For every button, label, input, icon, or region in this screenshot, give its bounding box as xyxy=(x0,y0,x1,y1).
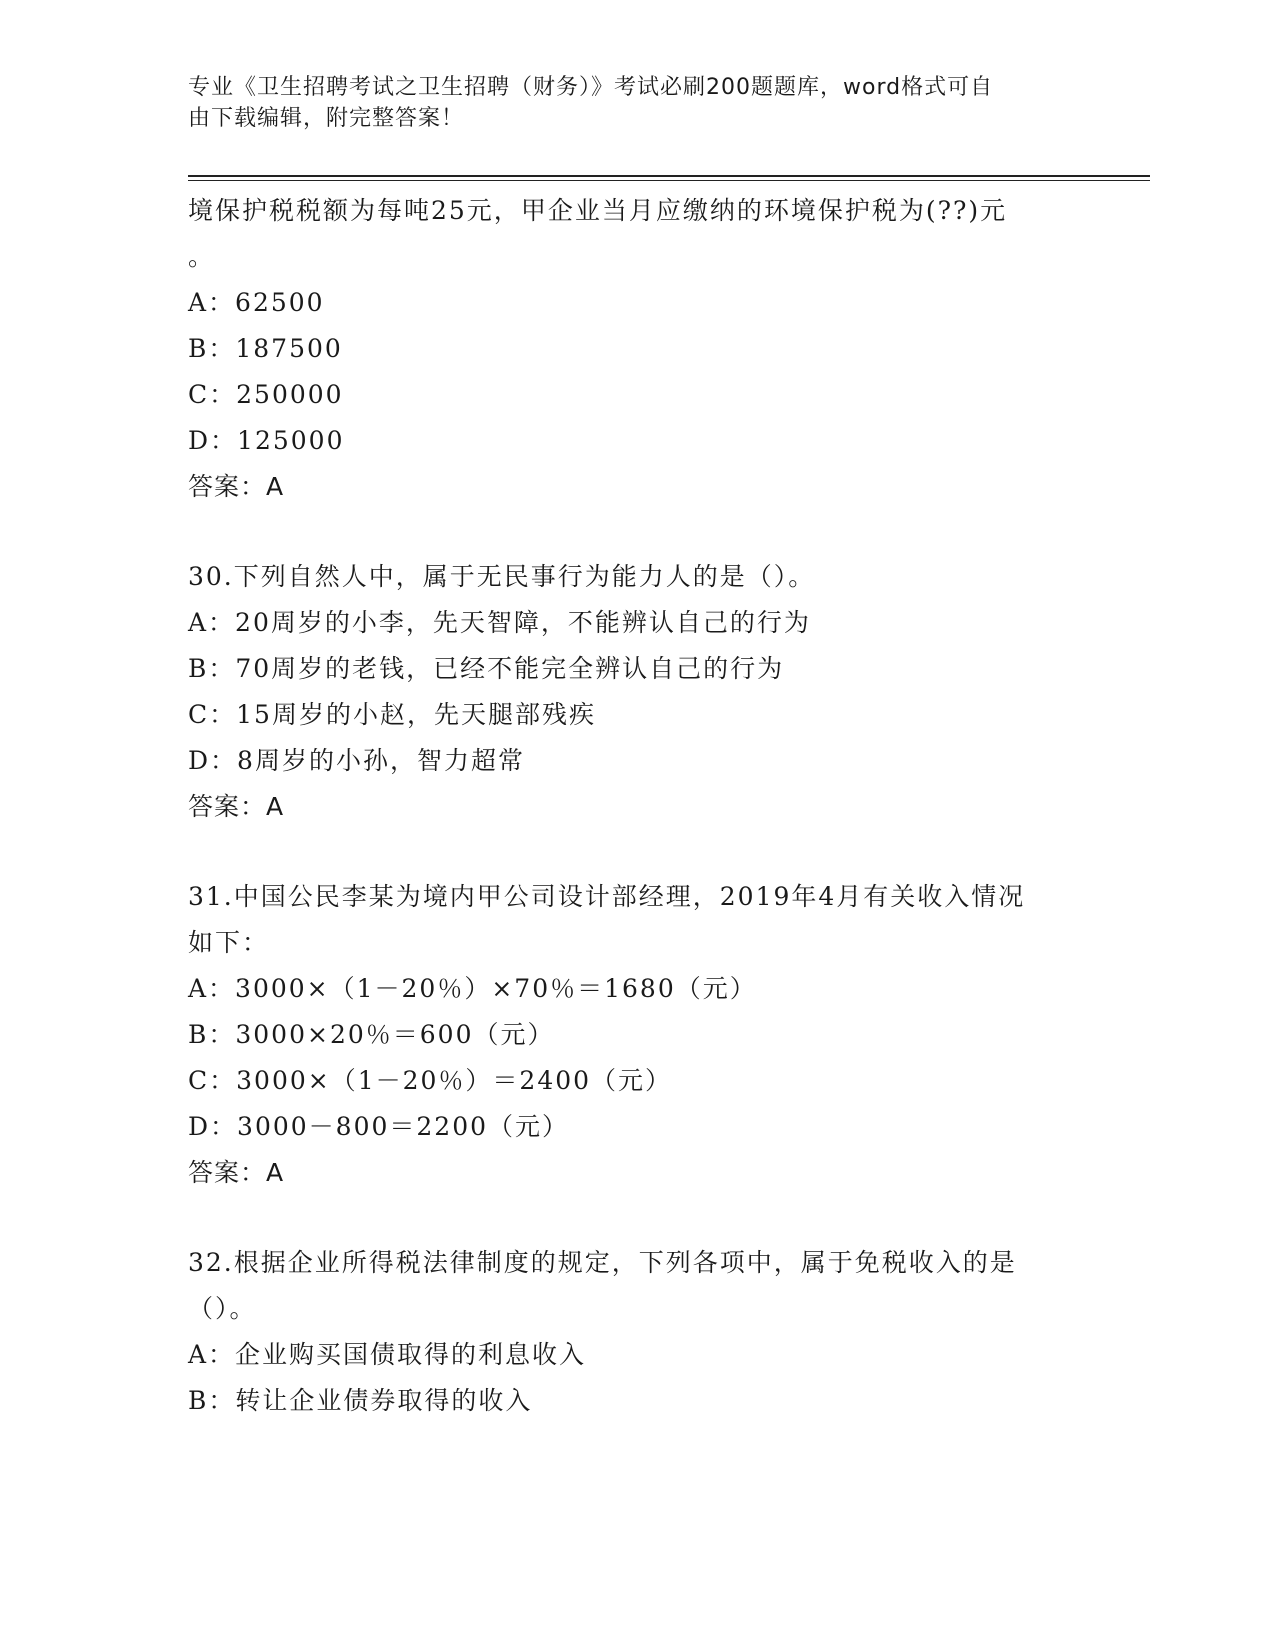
option-b: B：3000×20％＝600（元） xyxy=(188,1020,555,1049)
question-block xyxy=(188,1240,1088,1424)
answer-line: 答案：A xyxy=(188,1158,285,1187)
option-b: B：70周岁的老钱，已经不能完全辨认自己的行为 xyxy=(188,654,785,683)
question-text: 境保护税税额为每吨25元，甲企业当月应缴纳的环境保护税为(??)元 xyxy=(188,196,1008,225)
header-line-1: 专业《卫生招聘考试之卫生招聘（财务）》考试必刷200题题库，word格式可自 xyxy=(188,75,994,100)
option-b: B：转让企业债券取得的收入 xyxy=(188,1386,533,1415)
question-text: 30.下列自然人中，属于无民事行为能力人的是（）。 xyxy=(188,562,816,591)
answer-line: 答案：A xyxy=(188,472,285,501)
document-body xyxy=(188,188,1088,1424)
header-divider-thick xyxy=(188,175,1150,177)
option-a: A：20周岁的小李，先天智障，不能辨认自己的行为 xyxy=(188,608,811,637)
option-a: A：62500 xyxy=(188,288,325,317)
option-d: D：8周岁的小孙，智力超常 xyxy=(188,746,525,775)
document-header xyxy=(188,72,1068,134)
option-c: C：15周岁的小赵，先天腿部残疾 xyxy=(188,700,596,729)
option-d: D：3000－800＝2200（元） xyxy=(188,1112,570,1141)
header-divider-thin xyxy=(188,180,1150,181)
question-text-continued: 。 xyxy=(188,242,216,271)
question-block xyxy=(188,874,1088,1196)
header-line-2: 由下载编辑，附完整答案！ xyxy=(188,106,465,131)
question-text-continued: （）。 xyxy=(188,1294,257,1323)
answer-line: 答案：A xyxy=(188,792,285,821)
option-a: A：3000×（1－20％）×70％＝1680（元） xyxy=(188,974,757,1003)
option-a: A：企业购买国债取得的利息收入 xyxy=(188,1340,587,1369)
question-text-continued: 如下： xyxy=(188,928,270,957)
option-c: C：3000×（1－20％）＝2400（元） xyxy=(188,1066,673,1095)
question-block xyxy=(188,188,1088,510)
option-c: C：250000 xyxy=(188,380,344,409)
question-block xyxy=(188,554,1088,830)
option-d: D：125000 xyxy=(188,426,345,455)
option-b: B：187500 xyxy=(188,334,343,363)
question-text: 32.根据企业所得税法律制度的规定，下列各项中，属于免税收入的是 xyxy=(188,1248,1017,1277)
question-text: 31.中国公民李某为境内甲公司设计部经理，2019年4月有关收入情况 xyxy=(188,882,1026,911)
